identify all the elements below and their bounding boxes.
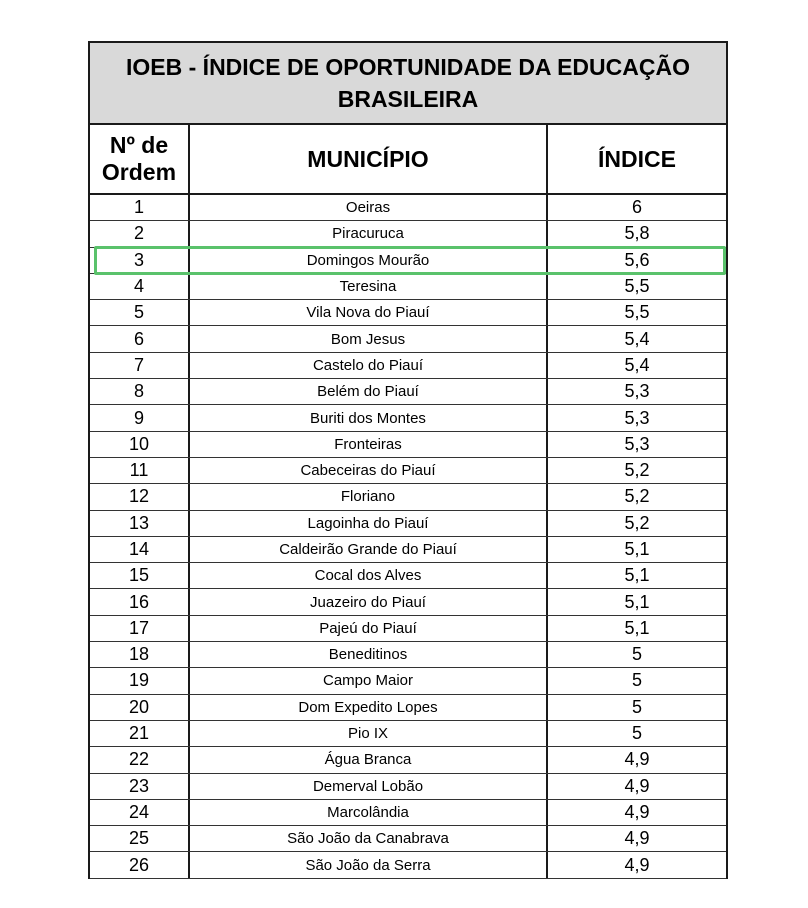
- municipality-cell: Cabeceiras do Piauí: [190, 458, 548, 483]
- order-cell: 12: [90, 484, 190, 509]
- table-row: [90, 589, 726, 615]
- index-cell: 5,3: [624, 407, 650, 428]
- municipality-cell: Vila Nova do Piauí: [190, 300, 548, 325]
- municipality-cell: Lagoinha do Piauí: [190, 511, 548, 536]
- table-row: [90, 668, 726, 694]
- index-cell: 5: [631, 670, 642, 691]
- table-row: [90, 721, 726, 747]
- order-cell: 23: [90, 774, 190, 799]
- table-row: [90, 326, 726, 352]
- index-cell: 4,9: [624, 749, 650, 770]
- order-cell: 8: [90, 379, 190, 404]
- index-cell: 5,8: [624, 223, 650, 244]
- municipality-cell: Fronteiras: [190, 432, 548, 457]
- index-cell: 5,3: [624, 381, 650, 402]
- index-cell: 4,9: [624, 775, 650, 796]
- order-cell: 11: [90, 458, 190, 483]
- table-row: [90, 511, 726, 537]
- index-cell: 4,9: [624, 854, 650, 875]
- municipality-cell: Floriano: [190, 484, 548, 509]
- order-cell: 7: [90, 353, 190, 378]
- municipality-cell: Campo Maior: [190, 668, 548, 693]
- table-row: [90, 248, 726, 274]
- municipality-cell: Castelo do Piauí: [190, 353, 548, 378]
- municipality-cell: Marcolândia: [190, 800, 548, 825]
- table-row: [90, 221, 726, 247]
- table-row: [90, 379, 726, 405]
- municipality-cell: Água Branca: [190, 747, 548, 772]
- table-row: [90, 405, 726, 431]
- order-cell: 2: [90, 221, 190, 246]
- table-row: [90, 800, 726, 826]
- table-row: [90, 695, 726, 721]
- order-cell: 19: [90, 668, 190, 693]
- table-row: [90, 300, 726, 326]
- header-order-line1: Nº de: [109, 132, 169, 158]
- index-cell: 5,1: [624, 591, 650, 612]
- index-cell: 5,1: [624, 617, 650, 638]
- index-cell: 5,4: [624, 328, 650, 349]
- order-cell: 6: [90, 326, 190, 351]
- order-cell: 4: [90, 274, 190, 299]
- municipality-cell: Pio IX: [190, 721, 548, 746]
- index-cell: 5,3: [624, 433, 650, 454]
- municipality-cell: Piracuruca: [190, 221, 548, 246]
- municipality-cell: Belém do Piauí: [190, 379, 548, 404]
- index-cell: 6: [631, 197, 642, 218]
- municipality-cell: Cocal dos Alves: [190, 563, 548, 588]
- header-order-line2: Ordem: [101, 159, 177, 185]
- index-cell: 5: [631, 696, 642, 717]
- municipality-cell: Buriti dos Montes: [190, 405, 548, 430]
- table-row: [90, 642, 726, 668]
- order-cell: 18: [90, 642, 190, 667]
- table-row: [90, 747, 726, 773]
- municipality-cell: Oeiras: [190, 195, 548, 220]
- order-cell: 17: [90, 616, 190, 641]
- header-index: ÍNDICE: [598, 145, 676, 172]
- index-cell: 4,9: [624, 801, 650, 822]
- table-row: [90, 195, 726, 221]
- index-cell: 5,1: [624, 565, 650, 586]
- table-row: [90, 826, 726, 852]
- index-cell: 5,1: [624, 539, 650, 559]
- municipality-cell: Demerval Lobão: [190, 774, 548, 799]
- order-cell: 10: [90, 432, 190, 457]
- index-cell: 5,2: [624, 512, 650, 533]
- municipality-cell: São João da Canabrava: [190, 826, 548, 851]
- table-title-line1: IOEB - ÍNDICE DE OPORTUNIDADE DA EDUCAÇÃO: [126, 54, 690, 80]
- table-row: [90, 616, 726, 642]
- table-row: [90, 353, 726, 379]
- index-cell: 4,9: [624, 828, 650, 849]
- municipality-cell: Caldeirão Grande do Piauí: [190, 537, 548, 562]
- municipality-cell: Teresina: [190, 274, 548, 299]
- municipality-cell: Pajeú do Piauí: [190, 616, 548, 641]
- order-cell: 14: [90, 537, 190, 562]
- header-municipality: MUNICÍPIO: [190, 125, 548, 193]
- order-cell: 20: [90, 695, 190, 720]
- order-cell: 25: [90, 826, 190, 851]
- index-cell: 5: [631, 644, 642, 665]
- table-row: [90, 537, 726, 563]
- ranking-table: [88, 41, 728, 879]
- municipality-cell: Bom Jesus: [190, 326, 548, 351]
- table-title-line2: BRASILEIRA: [337, 86, 479, 112]
- index-cell: 5,4: [624, 354, 650, 375]
- table-row: [90, 484, 726, 510]
- table-row: [90, 458, 726, 484]
- order-cell: 9: [90, 405, 190, 430]
- table-row: [90, 774, 726, 800]
- order-cell: 24: [90, 800, 190, 825]
- municipality-cell: Beneditinos: [190, 642, 548, 667]
- table-title: [90, 43, 726, 125]
- index-cell: 5,6: [624, 249, 650, 270]
- order-cell: 22: [90, 747, 190, 772]
- municipality-cell: Dom Expedito Lopes: [190, 695, 548, 720]
- order-cell: 21: [90, 721, 190, 746]
- order-cell: 15: [90, 563, 190, 588]
- header-order: [90, 125, 190, 193]
- table-row: [90, 852, 726, 878]
- table-row: [90, 274, 726, 300]
- index-cell: 5: [631, 723, 642, 744]
- order-cell: 3: [90, 248, 190, 273]
- index-cell: 5,5: [624, 302, 650, 323]
- order-cell: 16: [90, 589, 190, 614]
- municipality-cell: Juazeiro do Piauí: [190, 589, 548, 614]
- table-row: [90, 563, 726, 589]
- index-cell: 5,2: [624, 486, 650, 507]
- order-cell: 26: [90, 852, 190, 877]
- order-cell: 13: [90, 511, 190, 536]
- municipality-cell: Domingos Mourão: [190, 248, 548, 273]
- order-cell: 5: [90, 300, 190, 325]
- index-cell: 5,5: [624, 276, 650, 297]
- table-header-row: [90, 125, 726, 195]
- index-cell: 5,2: [624, 460, 650, 481]
- table-row: [90, 432, 726, 458]
- table-body: [90, 195, 726, 879]
- order-cell: 1: [90, 195, 190, 220]
- municipality-cell: São João da Serra: [190, 852, 548, 877]
